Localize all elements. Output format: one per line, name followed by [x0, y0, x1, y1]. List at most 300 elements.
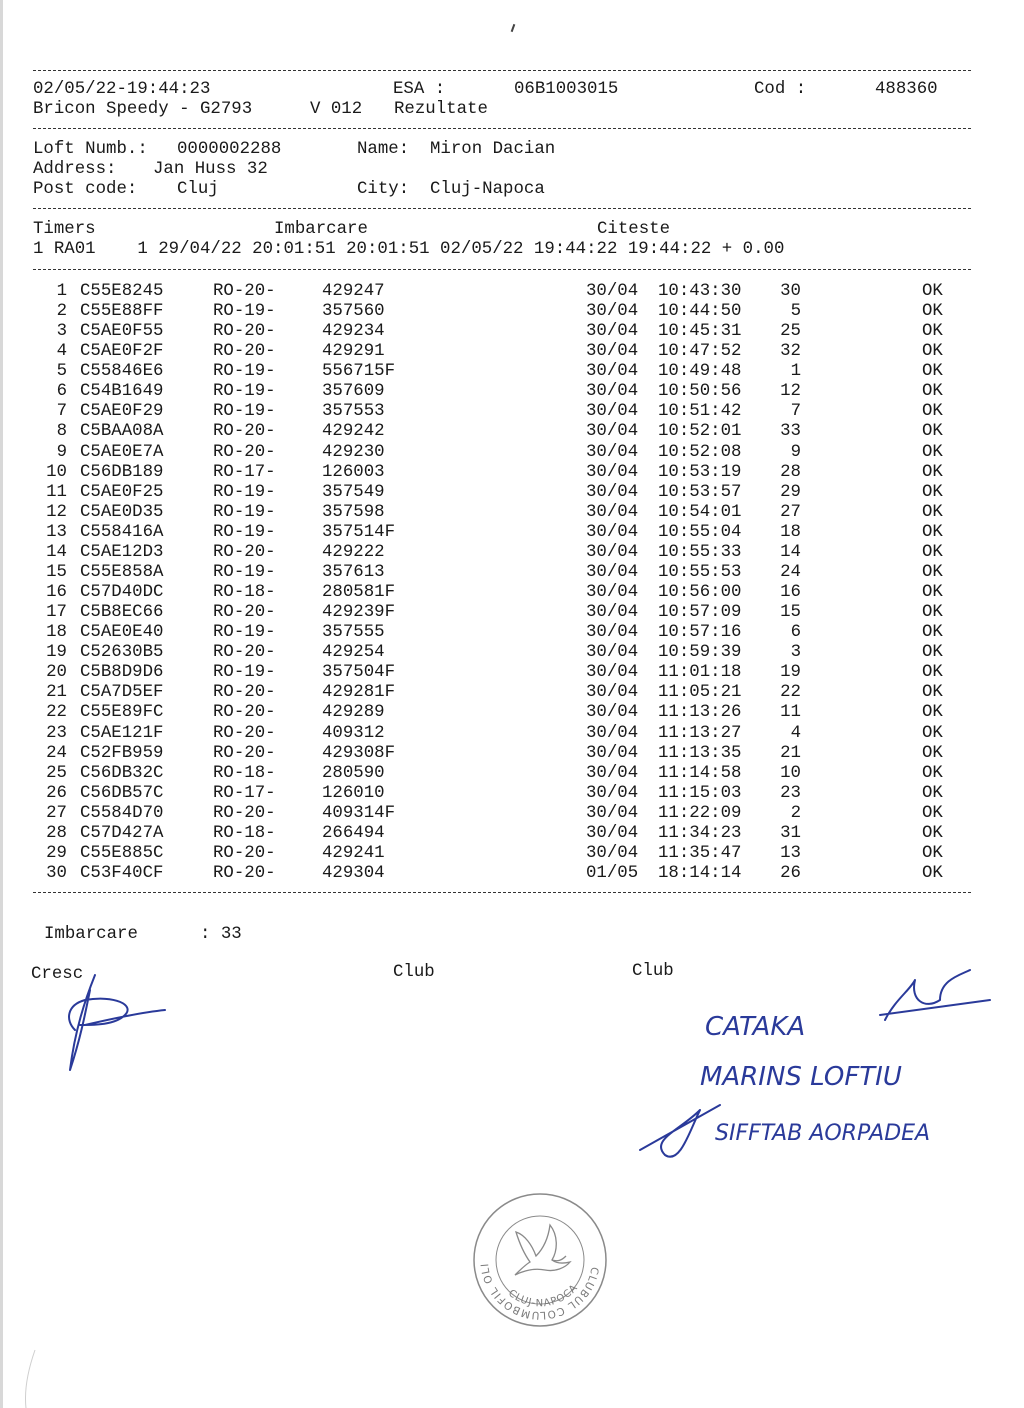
ring-number: 357553 — [322, 402, 385, 422]
basket-position: 25 — [780, 322, 801, 342]
row-number: 24 — [46, 743, 67, 763]
arrival-date: 30/04 — [586, 643, 639, 663]
row-number: 10 — [46, 462, 67, 482]
ring-number: 280581F — [322, 583, 396, 603]
ring-number: 429254 — [322, 643, 385, 663]
ring-series: RO-20- — [213, 723, 276, 743]
status: OK — [922, 803, 943, 823]
chip-id: C55E88FF — [80, 302, 164, 322]
arrival-time: 10:43:30 — [658, 282, 742, 301]
chip-id: C55E8245 — [80, 282, 164, 301]
status: OK — [922, 683, 943, 703]
table-row — [0, 724, 1024, 744]
arrival-date: 30/04 — [586, 723, 639, 743]
basket-position: 7 — [790, 402, 801, 422]
scan-mark — [511, 24, 516, 32]
arrival-date: 30/04 — [586, 482, 639, 502]
status: OK — [922, 643, 943, 663]
ring-number: 357504F — [322, 663, 396, 683]
basket-position: 14 — [780, 542, 801, 562]
signature-label-club: Club — [393, 963, 435, 982]
row-number: 27 — [46, 803, 67, 823]
row-number: 19 — [46, 643, 67, 663]
name-label: Name: — [357, 140, 410, 159]
postcode-label: Post code: — [33, 180, 138, 199]
chip-id: C5AE0F2F — [80, 342, 164, 362]
basket-position: 21 — [780, 743, 801, 763]
table-row — [0, 503, 1024, 523]
chip-id: C558416A — [80, 522, 164, 542]
arrival-date: 30/04 — [586, 462, 639, 482]
ring-series: RO-20- — [213, 683, 276, 703]
basket-position: 26 — [780, 864, 801, 884]
report-type: Rezultate — [394, 100, 488, 119]
arrival-date: 30/04 — [586, 422, 639, 442]
status: OK — [922, 442, 943, 462]
arrival-time: 10:52:01 — [658, 422, 742, 442]
chip-id: C5584D70 — [80, 803, 164, 823]
basket-position: 30 — [780, 282, 801, 301]
ring-number: 357555 — [322, 623, 385, 643]
row-number: 1 — [56, 282, 67, 301]
basket-position: 12 — [780, 382, 801, 402]
table-row — [0, 844, 1024, 864]
arrival-time: 11:15:03 — [658, 783, 742, 803]
esa-value: 06B1003015 — [514, 80, 619, 99]
basket-position: 15 — [780, 603, 801, 623]
city-label: City: — [357, 180, 410, 199]
arrival-date: 30/04 — [586, 542, 639, 562]
status: OK — [922, 522, 943, 542]
ring-number: 429281F — [322, 683, 396, 703]
arrival-time: 11:13:26 — [658, 703, 742, 723]
arrival-date: 30/04 — [586, 623, 639, 643]
status: OK — [922, 462, 943, 482]
chip-id: C56DB32C — [80, 763, 164, 783]
chip-id: C5B8D9D6 — [80, 663, 164, 683]
chip-id: C5BAA08A — [80, 422, 164, 442]
basket-position: 2 — [790, 803, 801, 823]
basket-position: 6 — [790, 623, 801, 643]
status: OK — [922, 823, 943, 843]
row-number: 25 — [46, 763, 67, 783]
arrival-time: 11:01:18 — [658, 663, 742, 683]
ring-number: 357609 — [322, 382, 385, 402]
arrival-time: 10:45:31 — [658, 322, 742, 342]
status: OK — [922, 703, 943, 723]
row-number: 4 — [56, 342, 67, 362]
table-row — [0, 302, 1024, 322]
arrival-time: 11:22:09 — [658, 803, 742, 823]
ring-series: RO-20- — [213, 843, 276, 863]
ring-series: RO-17- — [213, 462, 276, 482]
timers-label: Timers — [33, 220, 96, 239]
chip-id: C5AE0D35 — [80, 502, 164, 522]
address-label: Address: — [33, 160, 117, 179]
ring-number: 357514F — [322, 522, 396, 542]
ring-series: RO-20- — [213, 422, 276, 442]
ring-number: 266494 — [322, 823, 385, 843]
row-number: 8 — [56, 422, 67, 442]
arrival-time: 10:57:09 — [658, 603, 742, 623]
ring-number: 126003 — [322, 462, 385, 482]
arrival-date: 30/04 — [586, 743, 639, 763]
status: OK — [922, 382, 943, 402]
chip-id: C5B8EC66 — [80, 603, 164, 623]
imbarcare-total-label: Imbarcare — [44, 925, 138, 944]
ring-number: 556715F — [322, 362, 396, 382]
scan-artifact — [20, 1350, 40, 1408]
ring-series: RO-20- — [213, 603, 276, 623]
ring-series: RO-20- — [213, 743, 276, 763]
arrival-time: 11:13:35 — [658, 743, 742, 763]
ring-series: RO-20- — [213, 542, 276, 562]
ring-series: RO-19- — [213, 623, 276, 643]
ring-series: RO-20- — [213, 282, 276, 301]
arrival-date: 30/04 — [586, 562, 639, 582]
status: OK — [922, 562, 943, 582]
status: OK — [922, 342, 943, 362]
chip-id: C5AE12D3 — [80, 542, 164, 562]
ring-number: 357598 — [322, 502, 385, 522]
row-number: 22 — [46, 703, 67, 723]
chip-id: C55E885C — [80, 843, 164, 863]
loft-label: Loft Numb.: — [33, 140, 148, 159]
row-number: 12 — [46, 502, 67, 522]
ring-series: RO-19- — [213, 502, 276, 522]
arrival-date: 30/04 — [586, 763, 639, 783]
row-number: 18 — [46, 623, 67, 643]
basket-position: 23 — [780, 783, 801, 803]
ring-series: RO-19- — [213, 522, 276, 542]
ring-number: 409314F — [322, 803, 396, 823]
cod-value: 488360 — [875, 80, 938, 99]
table-row — [0, 764, 1024, 784]
basket-position: 13 — [780, 843, 801, 863]
status: OK — [922, 583, 943, 603]
basket-position: 3 — [790, 643, 801, 663]
status: OK — [922, 502, 943, 522]
signature-label-club: Club — [632, 962, 674, 981]
ring-series: RO-20- — [213, 342, 276, 362]
ring-series: RO-17- — [213, 783, 276, 803]
ring-number: 429241 — [322, 843, 385, 863]
chip-id: C52630B5 — [80, 643, 164, 663]
table-row — [0, 483, 1024, 503]
basket-position: 31 — [780, 823, 801, 843]
arrival-date: 30/04 — [586, 522, 639, 542]
chip-id: C5A7D5EF — [80, 683, 164, 703]
chip-id: C57D427A — [80, 823, 164, 843]
chip-id: C5AE0F25 — [80, 482, 164, 502]
row-number: 23 — [46, 723, 67, 743]
chip-id: C53F40CF — [80, 864, 164, 884]
arrival-date: 30/04 — [586, 282, 639, 301]
status: OK — [922, 743, 943, 763]
row-number: 30 — [46, 864, 67, 884]
chip-id: C55E858A — [80, 562, 164, 582]
device-version: V 012 — [310, 100, 363, 119]
arrival-time: 10:50:56 — [658, 382, 742, 402]
status: OK — [922, 763, 943, 783]
chip-id: C5AE0E40 — [80, 623, 164, 643]
report-datetime: 02/05/22-19:44:23 — [33, 80, 211, 99]
row-number: 3 — [56, 322, 67, 342]
arrival-time: 10:59:39 — [658, 643, 742, 663]
arrival-time: 18:14:14 — [658, 864, 742, 884]
status: OK — [922, 623, 943, 643]
table-row — [0, 623, 1024, 643]
ring-number: 429239F — [322, 603, 396, 623]
table-row — [0, 603, 1024, 623]
basket-position: 18 — [780, 522, 801, 542]
arrival-date: 30/04 — [586, 843, 639, 863]
row-number: 14 — [46, 542, 67, 562]
basket-position: 19 — [780, 663, 801, 683]
table-row — [0, 443, 1024, 463]
ring-number: 126010 — [322, 783, 385, 803]
arrival-date: 30/04 — [586, 382, 639, 402]
club-handwriting — [640, 960, 1010, 1170]
table-row — [0, 342, 1024, 362]
ring-series: RO-20- — [213, 643, 276, 663]
arrival-time: 10:52:08 — [658, 442, 742, 462]
chip-id: C5AE0E7A — [80, 442, 164, 462]
imbarcare-header: Imbarcare — [274, 220, 368, 239]
table-row — [0, 864, 1024, 884]
arrival-time: 11:14:58 — [658, 763, 742, 783]
handwriting-line3: SIFFTAB AORPADEA — [715, 1121, 931, 1146]
table-row — [0, 382, 1024, 402]
chip-id: C56DB189 — [80, 462, 164, 482]
basket-position: 24 — [780, 562, 801, 582]
arrival-time: 10:53:57 — [658, 482, 742, 502]
arrival-date: 30/04 — [586, 502, 639, 522]
arrival-time: 10:44:50 — [658, 302, 742, 322]
table-row — [0, 543, 1024, 563]
basket-position: 28 — [780, 462, 801, 482]
arrival-time: 10:57:16 — [658, 623, 742, 643]
row-number: 11 — [46, 482, 67, 502]
table-row — [0, 282, 1024, 302]
ring-series: RO-19- — [213, 402, 276, 422]
row-number: 15 — [46, 562, 67, 582]
chip-id: C55E89FC — [80, 703, 164, 723]
arrival-time: 10:51:42 — [658, 402, 742, 422]
stamp-city-text: CLUJ-NAPOCA — [506, 1282, 581, 1310]
ring-series: RO-18- — [213, 583, 276, 603]
ring-number: 429289 — [322, 703, 385, 723]
citeste-header: Citeste — [597, 220, 671, 239]
ring-number: 357613 — [322, 562, 385, 582]
arrival-time: 10:56:00 — [658, 583, 742, 603]
table-row — [0, 583, 1024, 603]
arrival-time: 10:54:01 — [658, 502, 742, 522]
arrival-date: 30/04 — [586, 442, 639, 462]
row-number: 7 — [56, 402, 67, 422]
ring-series: RO-18- — [213, 823, 276, 843]
table-row — [0, 683, 1024, 703]
status: OK — [922, 422, 943, 442]
arrival-time: 10:47:52 — [658, 342, 742, 362]
arrival-date: 30/04 — [586, 783, 639, 803]
handwriting-line2: MARINS LOFTIU — [700, 1062, 902, 1092]
ring-series: RO-20- — [213, 442, 276, 462]
row-number: 2 — [56, 302, 67, 322]
ring-series: RO-19- — [213, 562, 276, 582]
handwriting-line1: CATAKA — [705, 1012, 806, 1042]
ring-number: 429291 — [322, 342, 385, 362]
arrival-date: 30/04 — [586, 803, 639, 823]
divider — [33, 269, 971, 270]
table-row — [0, 643, 1024, 663]
basket-position: 16 — [780, 583, 801, 603]
basket-position: 9 — [790, 442, 801, 462]
ring-series: RO-20- — [213, 322, 276, 342]
arrival-time: 10:55:33 — [658, 542, 742, 562]
ring-series: RO-20- — [213, 803, 276, 823]
status: OK — [922, 542, 943, 562]
ring-number: 409312 — [322, 723, 385, 743]
table-row — [0, 563, 1024, 583]
status: OK — [922, 322, 943, 342]
status: OK — [922, 302, 943, 322]
status: OK — [922, 843, 943, 863]
arrival-time: 10:49:48 — [658, 362, 742, 382]
arrival-date: 30/04 — [586, 402, 639, 422]
arrival-time: 11:35:47 — [658, 843, 742, 863]
esa-label: ESA : — [393, 80, 446, 99]
status: OK — [922, 663, 943, 683]
status: OK — [922, 362, 943, 382]
row-number: 13 — [46, 522, 67, 542]
arrival-date: 30/04 — [586, 663, 639, 683]
basket-position: 32 — [780, 342, 801, 362]
status: OK — [922, 282, 943, 301]
basket-position: 27 — [780, 502, 801, 522]
basket-position: 5 — [790, 302, 801, 322]
ring-number: 280590 — [322, 763, 385, 783]
ring-number: 429304 — [322, 864, 385, 884]
ring-number: 429242 — [322, 422, 385, 442]
arrival-time: 10:55:04 — [658, 522, 742, 542]
timer-line: 1 RA01 1 29/04/22 20:01:51 20:01:51 02/05/22 19:44:22 19:44:22 + 0.00 — [33, 240, 785, 259]
arrival-time: 11:34:23 — [658, 823, 742, 843]
ring-number: 429308F — [322, 743, 396, 763]
imbarcare-total-value: : 33 — [200, 925, 242, 944]
chip-id: C54B1649 — [80, 382, 164, 402]
row-number: 17 — [46, 603, 67, 623]
table-row — [0, 463, 1024, 483]
ring-series: RO-19- — [213, 482, 276, 502]
divider — [33, 128, 971, 129]
address-value: Jan Huss 32 — [153, 160, 268, 179]
table-row — [0, 402, 1024, 422]
ring-series: RO-19- — [213, 362, 276, 382]
row-number: 29 — [46, 843, 67, 863]
status: OK — [922, 402, 943, 422]
row-number: 5 — [56, 362, 67, 382]
chip-id: C5AE0F55 — [80, 322, 164, 342]
status: OK — [922, 864, 943, 884]
table-row — [0, 824, 1024, 844]
chip-id: C5AE0F29 — [80, 402, 164, 422]
divider — [33, 70, 971, 71]
chip-id: C56DB57C — [80, 783, 164, 803]
chip-id: C52FB959 — [80, 743, 164, 763]
table-row — [0, 322, 1024, 342]
ring-number: 429222 — [322, 542, 385, 562]
dove-icon — [515, 1225, 570, 1275]
row-number: 20 — [46, 663, 67, 683]
divider — [33, 892, 971, 893]
arrival-date: 30/04 — [586, 342, 639, 362]
table-row — [0, 804, 1024, 824]
ring-series: RO-19- — [213, 663, 276, 683]
table-row — [0, 784, 1024, 804]
row-number: 6 — [56, 382, 67, 402]
basket-position: 1 — [790, 362, 801, 382]
stamp-ring-text: CLUBUL COLUMBOFIL OLIMPIA 04 — [464, 1181, 601, 1322]
ring-number: 429247 — [322, 282, 385, 301]
status: OK — [922, 783, 943, 803]
basket-position: 4 — [790, 723, 801, 743]
status: OK — [922, 603, 943, 623]
arrival-date: 30/04 — [586, 823, 639, 843]
table-row — [0, 523, 1024, 543]
basket-position: 29 — [780, 482, 801, 502]
arrival-date: 30/04 — [586, 683, 639, 703]
row-number: 28 — [46, 823, 67, 843]
device-name: Bricon Speedy - G2793 — [33, 100, 253, 119]
arrival-time: 11:05:21 — [658, 683, 742, 703]
basket-position: 10 — [780, 763, 801, 783]
row-number: 21 — [46, 683, 67, 703]
owner-name: Miron Dacian — [430, 140, 556, 159]
status: OK — [922, 482, 943, 502]
ring-number: 357549 — [322, 482, 385, 502]
ring-series: RO-20- — [213, 703, 276, 723]
ring-series: RO-20- — [213, 864, 276, 884]
ring-series: RO-18- — [213, 763, 276, 783]
row-number: 16 — [46, 583, 67, 603]
city-value: Cluj-Napoca — [430, 180, 545, 199]
table-row — [0, 744, 1024, 764]
postcode-value: Cluj — [177, 180, 219, 199]
ring-number: 357560 — [322, 302, 385, 322]
basket-position: 33 — [780, 422, 801, 442]
loft-value: 0000002288 — [177, 140, 282, 159]
arrival-date: 30/04 — [586, 362, 639, 382]
breeder-signature — [55, 970, 175, 1080]
arrival-date: 30/04 — [586, 302, 639, 322]
club-stamp — [464, 1181, 610, 1330]
basket-position: 11 — [780, 703, 801, 723]
signature-label-breeder: Cresc — [31, 965, 84, 984]
arrival-date: 30/04 — [586, 583, 639, 603]
basket-position: 22 — [780, 683, 801, 703]
cod-label: Cod : — [754, 80, 807, 99]
arrival-date: 30/04 — [586, 322, 639, 342]
table-row — [0, 422, 1024, 442]
row-number: 26 — [46, 783, 67, 803]
divider — [33, 208, 971, 209]
arrival-time: 11:13:27 — [658, 723, 742, 743]
arrival-date: 30/04 — [586, 603, 639, 623]
chip-id: C55846E6 — [80, 362, 164, 382]
table-row — [0, 663, 1024, 683]
row-number: 9 — [56, 442, 67, 462]
